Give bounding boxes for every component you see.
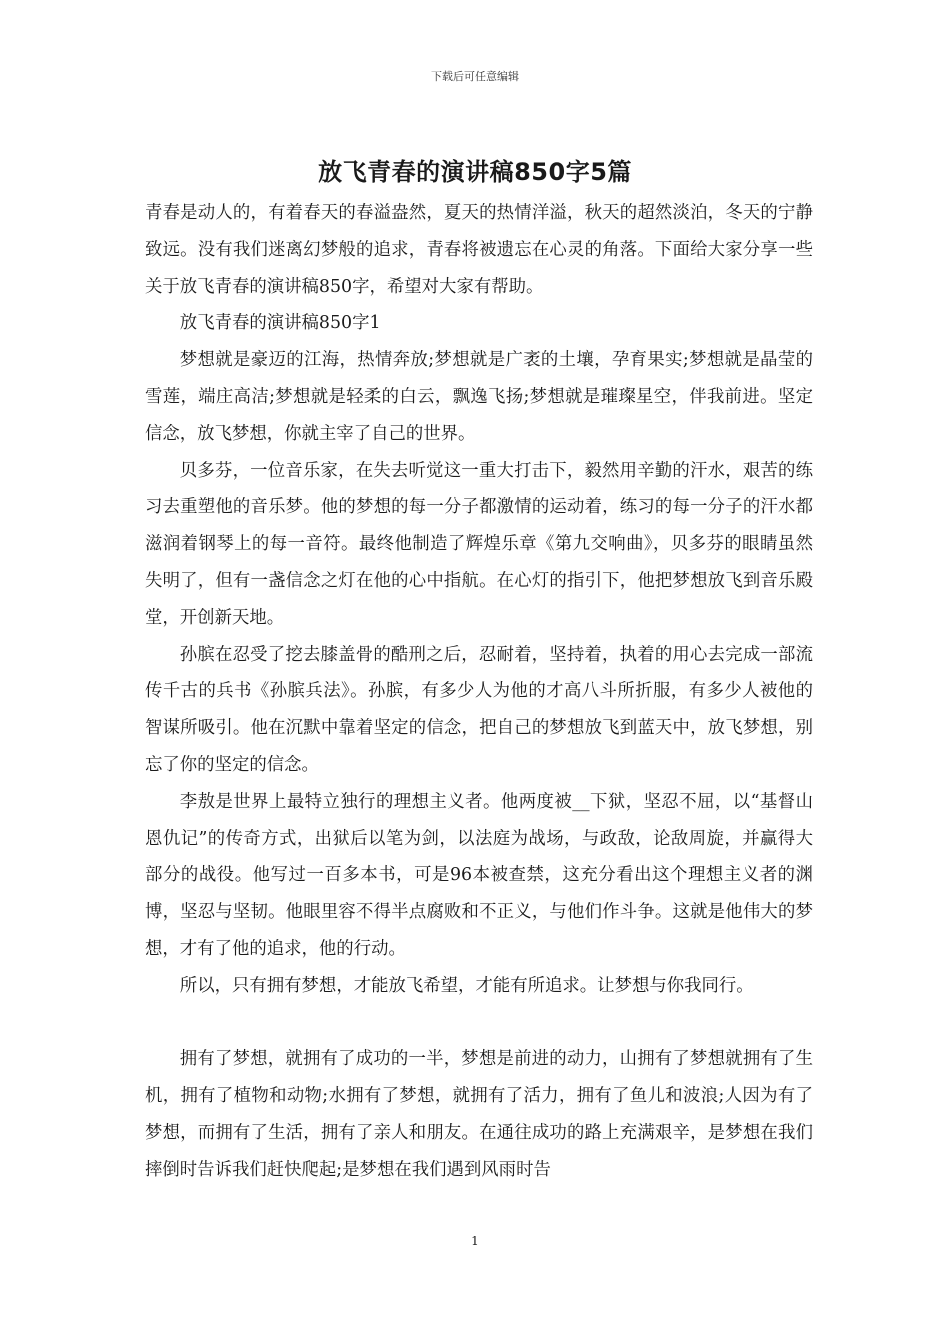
page-number: 1	[471, 1234, 479, 1248]
document-title: 放飞青春的演讲稿850字5篇	[318, 158, 632, 186]
section-heading: 放飞青春的演讲稿850字1	[179, 313, 381, 334]
body-paragraph: 所以，只有拥有梦想，才能放飞希望，才能有所追求。让梦想与你我同行。	[179, 975, 754, 996]
paragraph-spacer	[145, 1005, 813, 1042]
body-paragraph: 贝多芬，一位音乐家，在失去听觉这一重大打击下，毅然用辛勤的汗水，艰苦的练习去重塑他的音乐梦。他的梦想的每一分子都激情的运动着，练习的每一分子的汗水都滋润着钢琴上的每一音符。最终他制造了辉煌乐章《第九交响曲》，贝多芬的眼睛虽然失明了，但有一盏信念之灯在他的心中指航。在心灯的指引下，他把梦想放飞到音乐殿堂，开创新天地。	[145, 460, 813, 628]
body-paragraph: 李敖是世界上最特立独行的理想主义者。他两度被__下狱，坚忍不屈，以“基督山恩仇记”的传奇方式，出狱后以笔为剑，以法庭为战场，与政敌，论敌周旋，并赢得大部分的战役。他写过一百多本书，可是96本被查禁，这充分看出这个理想主义者的渊博，坚忍与坚韧。他眼里容不得半点腐败和不正义，与他们作斗争。这就是他伟大的梦想，才有了他的追求，他的行动。	[145, 791, 813, 959]
body-paragraph: 孙膑在忍受了挖去膝盖骨的酷刑之后，忍耐着，坚持着，执着的用心去完成一部流传千古的兵书《孙膑兵法》。孙膑，有多少人为他的才高八斗所折服，有多少人被他的智谋所吸引。他在沉默中靠着坚定的信念，把自己的梦想放飞到蓝天中，放飞梦想，别忘了你的坚定的信念。	[145, 644, 813, 775]
body-paragraph: 梦想就是豪迈的江海，热情奔放;梦想就是广袤的土壤，孕育果实;梦想就是晶莹的雪莲，端庄高洁;梦想就是轻柔的白云，飘逸飞扬;梦想就是璀璨星空，伴我前进。坚定信念，放飞梦想，你就主宰了自己的世界。	[145, 350, 813, 444]
document-body	[145, 195, 813, 1189]
body-paragraph: 拥有了梦想，就拥有了成功的一半，梦想是前进的动力，山拥有了梦想就拥有了生机，拥有了植物和动物;水拥有了梦想，就拥有了活力，拥有了鱼儿和波浪;人因为有了梦想，而拥有了生活，拥有了亲人和朋友。在通往成功的路上充满艰辛，是梦想在我们摔倒时告诉我们赶快爬起;是梦想在我们遇到风雨时告	[145, 1049, 813, 1180]
page-header: 下载后可任意编辑	[431, 70, 519, 83]
intro-paragraph: 青春是动人的，有着春天的春溢盎然，夏天的热情洋溢，秋天的超然淡泊，冬天的宁静致远。没有我们迷离幻梦般的追求，青春将被遗忘在心灵的角落。下面给大家分享一些关于放飞青春的演讲稿850字，希望对大家有帮助。	[145, 203, 813, 297]
